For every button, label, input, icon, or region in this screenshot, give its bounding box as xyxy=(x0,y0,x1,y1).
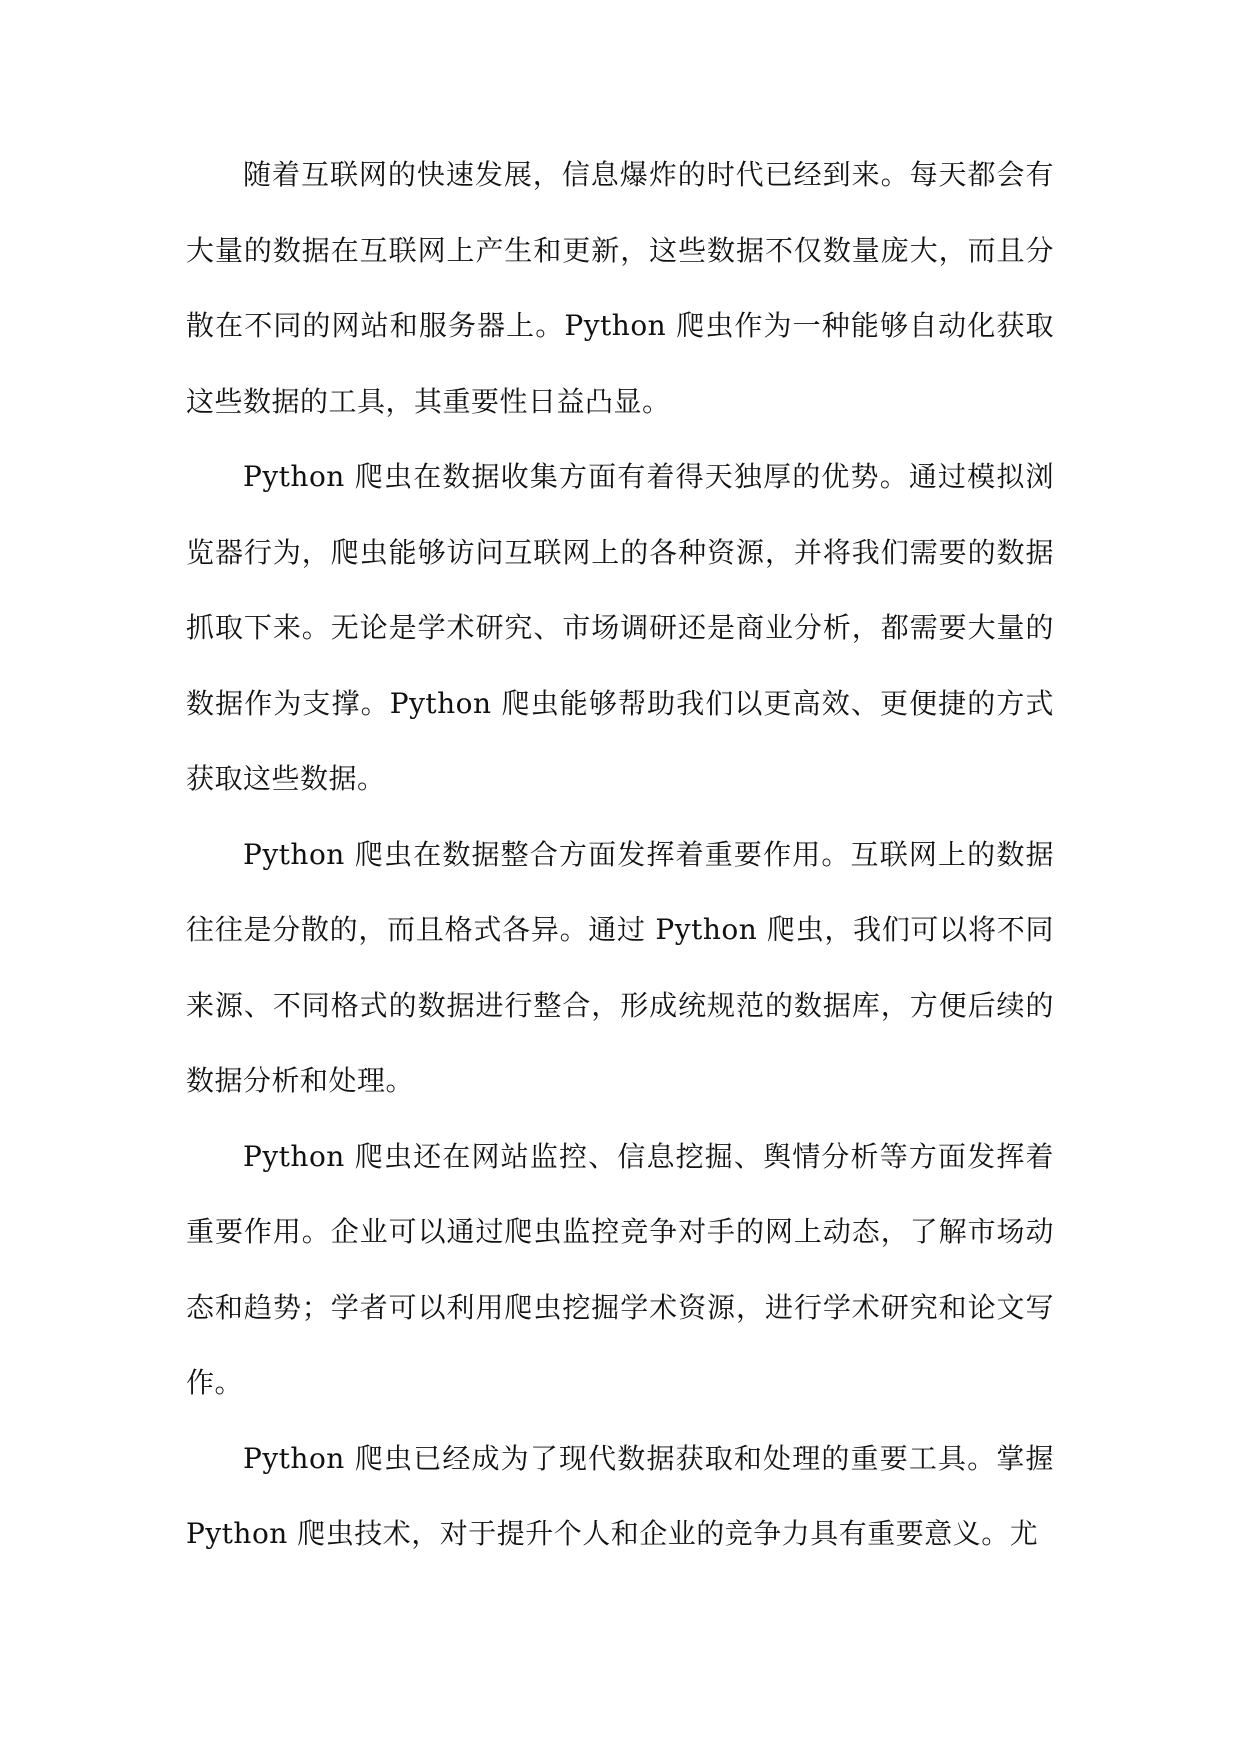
paragraph-5: Python 爬虫已经成为了现代数据获取和处理的重要工具。掌握 Python 爬虫技术，对于提升个人和企业的竞争力具有重要意义。尤 xyxy=(186,1441,1054,1550)
paragraph-1: 随着互联网的快速发展，信息爆炸的时代已经到来。每天都会有大量的数据在互联网上产生和更新，这些数据不仅数量庞大，而且分散在不同的网站和服务器上。Python 爬虫作为一种能够自动化获取这些数据的工具，其重要性日益凸显。 xyxy=(186,158,1054,418)
paragraph-3: Python 爬虫在数据整合方面发挥着重要作用。互联网上的数据往往是分散的，而且格式各异。通过 Python 爬虫，我们可以将不同来源、不同格式的数据进行整合，形成统规范的数据库，方便后续的数据分析和处理。 xyxy=(186,837,1054,1097)
paragraph-2: Python 爬虫在数据收集方面有着得天独厚的优势。通过模拟浏览器行为，爬虫能够访问互联网上的各种资源，并将我们需要的数据抓取下来。无论是学术研究、市场调研还是商业分析，都需要大量的数据作为支撑。Python 爬虫能够帮助我们以更高效、更便捷的方式获取这些数据。 xyxy=(186,460,1054,795)
document-body xyxy=(186,137,1054,1572)
paragraph-4: Python 爬虫还在网站监控、信息挖掘、舆情分析等方面发挥着重要作用。企业可以通过爬虫监控竞争对手的网上动态，了解市场动态和趋势；学者可以利用爬虫挖掘学术资源，进行学术研究和论文写作。 xyxy=(186,1139,1054,1399)
